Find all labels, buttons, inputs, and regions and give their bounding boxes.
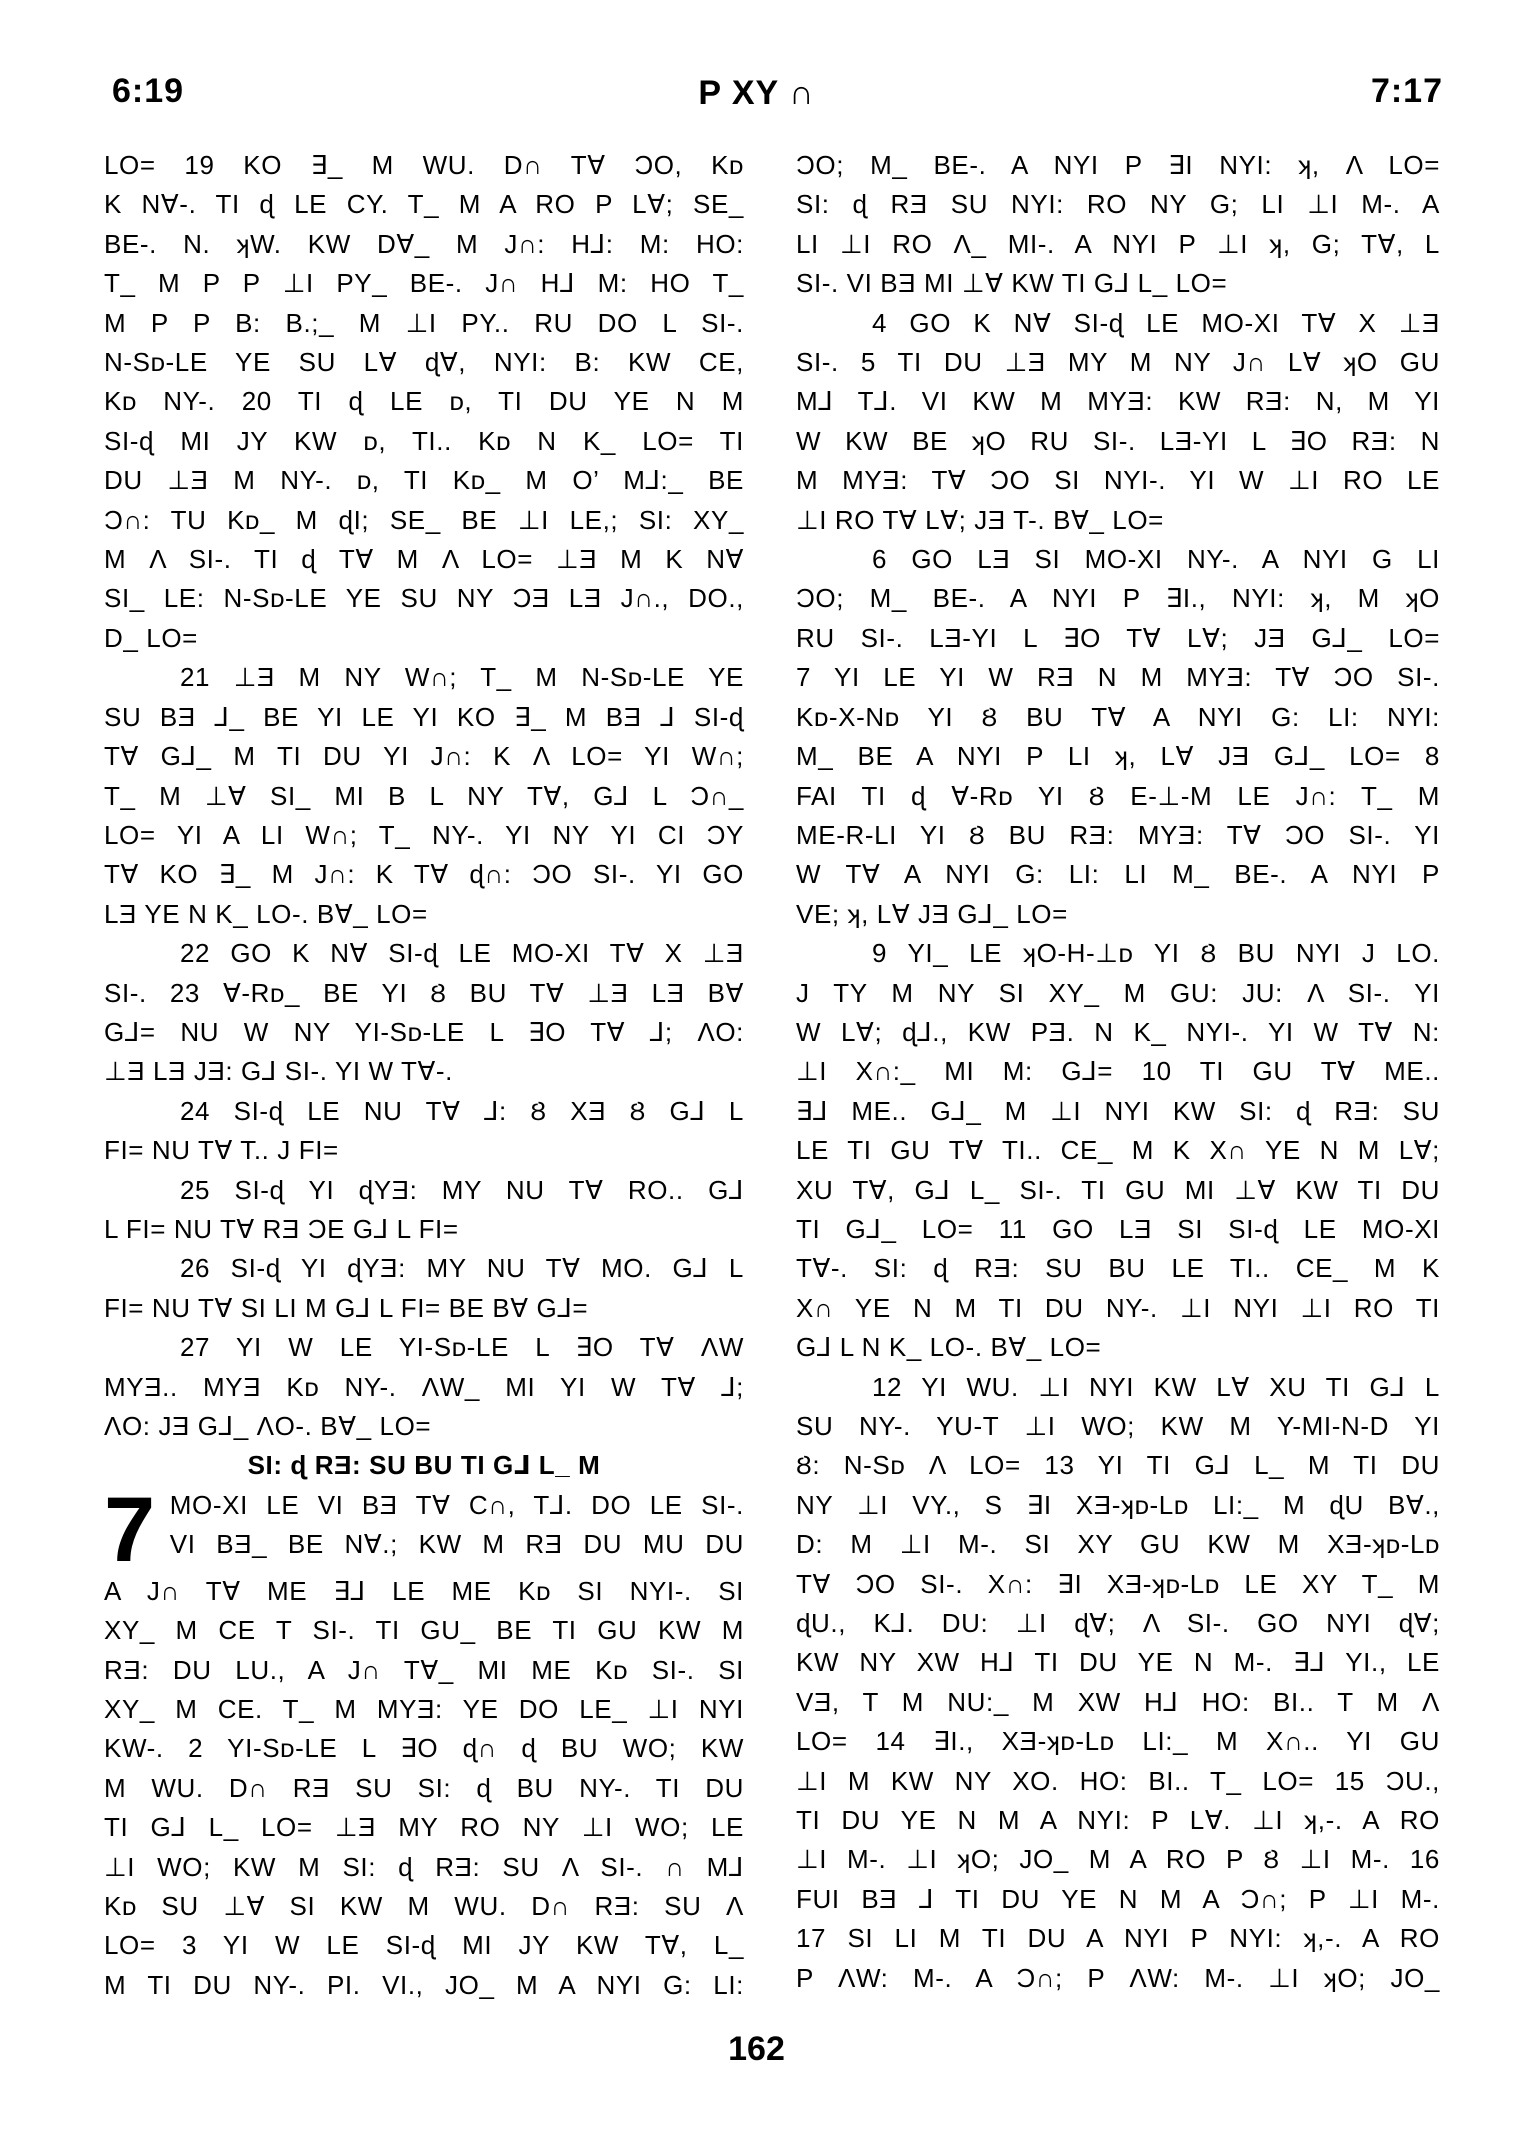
paragraph-verse-26 (104, 1249, 744, 1328)
text-line: ME-R-LI YI Ȣ BU RƎ: MYƎ: T∀ ƆO SI-. YI (796, 819, 1440, 850)
text-line: 6 GO LƎ SI MO-XI NY-. A NYI G LI (872, 544, 1440, 575)
text-line: 25 SI-ɖ YI ɖYƎ: MY NU T∀ RO.. G⅃ (180, 1174, 744, 1205)
text-line: W T∀ A NYI G: LI: LI M_ BE-. A NYI P (796, 859, 1440, 890)
text-line: 9 YI_ LE ʞO-H-⊥ᴅ YI Ȣ BU NYI J LO. (872, 938, 1440, 969)
text-line: Kᴅ-X-Nᴅ YI Ȣ BU T∀ A NYI G: LI: NYI: (796, 701, 1440, 732)
header-left-reference: 6:19 (112, 72, 185, 110)
text-line: X∩ YE N M TI DU NY-. ⊥I NYI ⊥I RO TI (796, 1292, 1440, 1323)
text-line: KW NY XW H⅃ TI DU YE N M-. ∃⅃ YI., LE (796, 1647, 1440, 1678)
text-line: MO-XI LE VI BƎ T∀ C∩, T⅃. DO LE SI-. (169, 1489, 744, 1520)
text-line: ƆO; M_ BE-. A NYI P ∃I., NYI: ʞ, M ʞO (796, 583, 1440, 614)
text-line: ⊥I M KW NY XO. HO: BI.. T_ LO= 15 ƆU., (796, 1765, 1440, 1796)
text-line: Kᴅ NY-. 20 TI ɖ LE ᴅ, TI DU YE N M (104, 386, 744, 417)
paragraph-verse-19 (104, 146, 744, 658)
text-line: XU T∀, G⅃ L_ SI-. TI GU MI ⊥∀ KW TI DU (796, 1174, 1440, 1205)
paragraph-verse-25 (104, 1171, 744, 1250)
text-line: G⅃ L N K_ LO-. B∀_ LO= (796, 1332, 1102, 1363)
text-line: XY_ M CE. T_ M MYƎ: YE DO LE_ ⊥I NYI (104, 1694, 744, 1725)
text-line: XY_ M CE T SI-. TI GU_ BE TI GU KW M (104, 1615, 744, 1646)
text-line: ɖU., K⅃. DU: ⊥I ɖ∀; Λ SI-. GO NYI ɖ∀; (796, 1608, 1440, 1639)
text-line: LE TI GU T∀ TI.. CE_ M K X∩ YE N M L∀; (796, 1135, 1440, 1166)
text-line: M P P B: B.;_ M ⊥I PY.. RU DO L SI-. (104, 307, 744, 338)
text-line: P ΛW: M-. A Ɔ∩; P ΛW: M-. ⊥I ʞO; JO_ (796, 1962, 1440, 1993)
text-line: G⅃= NU W NY YI-Sᴅ-LE L ∃O T∀ ⅃; ΛO: (104, 1016, 744, 1047)
text-line: NY ⊥I VY., S ∃I XƎ-ʞᴅ-Lᴅ LI:_ M ɖU B∀., (796, 1489, 1440, 1520)
text-line: ⊥I X∩:_ MI M: G⅃= 10 TI GU T∀ ME.. (796, 1056, 1440, 1087)
paragraph-verse-27 (104, 1328, 744, 1446)
text-line: M MYƎ: T∀ ƆO SI NYI-. YI W ⊥I RO LE (796, 465, 1440, 496)
text-line: LO= 19 KO ∃_ M WU. D∩ T∀ ƆO, Kᴅ (104, 150, 744, 180)
text-line: SI-. 5 TI DU ⊥Ǝ MY M NY J∩ L∀ ʞO GU (796, 347, 1440, 378)
text-line: SU NY-. YU-T ⊥I WO; KW M Y-MI-N-D YI (796, 1411, 1440, 1441)
header-right-reference: 7:17 (1370, 72, 1443, 110)
chapter-opening-lines (104, 1486, 744, 1565)
left-column (104, 146, 744, 2005)
chapter-heading: SI: ɖ RƎ: SU BU TI G⅃ L_ M (247, 1450, 601, 1481)
text-line: ƆO; M_ BE-. A NYI P ∃I NYI: ʞ, Λ LO= (796, 150, 1440, 180)
text-line: 21 ⊥Ǝ M NY W∩; T_ M N-Sᴅ-LE YE (180, 662, 744, 693)
text-line: W L∀; ɖ⅃., KW PƎ. N K_ NYI-. YI W T∀ N: (796, 1016, 1440, 1047)
text-line: SI: ɖ RƎ SU NYI: RO NY G; LI ⊥I M-. A (796, 189, 1440, 220)
text-line: FAI TI ɖ ∀-Rᴅ YI Ȣ E-⊥-M LE J∩: T_ M (796, 780, 1440, 811)
text-line: LO= YI A LI W∩; T_ NY-. YI NY YI CI ƆY (104, 819, 744, 850)
text-line: LO= 14 ∃I., XƎ-ʞᴅ-Lᴅ LI:_ M X∩.. YI GU (796, 1726, 1440, 1757)
text-line: D: M ⊥I M-. SI XY GU KW M XƎ-ʞᴅ-Lᴅ (796, 1529, 1440, 1560)
text-line: TI G⅃_ LO= 11 GO LƎ SI SI-ɖ LE MO-XI (796, 1213, 1440, 1244)
text-line: LO= 3 YI W LE SI-ɖ MI JY KW T∀, L_ (104, 1930, 744, 1961)
text-line: DU ⊥Ǝ M NY-. ᴅ, TI Kᴅ_ M O’ M⅃:_ BE (104, 465, 744, 496)
text-line: Ɔ∩: TU Kᴅ_ M ɖI; SE_ BE ⊥I LE,; SI: XY_ (104, 504, 744, 535)
text-line: K N∀-. TI ɖ LE CY. T_ M A RO P L∀; SE_ (104, 189, 744, 220)
text-line: VƎ, T M NU:_ M XW H⅃ HO: BI.. T M Λ (796, 1686, 1440, 1717)
text-line: FI= NU T∀ SI LI M G⅃ L FI= BE B∀ G⅃= (104, 1292, 589, 1323)
text-line: ΛO: JƎ G⅃_ ΛO-. B∀_ LO= (104, 1411, 432, 1441)
text-line: M TI DU NY-. PI. VI., JO_ M A NYI G: LI: (104, 1969, 744, 2000)
paragraph-verse-21 (104, 658, 744, 934)
text-line: LƎ YE N K_ LO-. B∀_ LO= (104, 898, 428, 929)
text-line: BE-. N. ʞW. KW D∀_ M J∩: H⅃: M: HO: (104, 228, 744, 259)
text-line: RU SI-. LƎ-YI L ∃O T∀ L∀; JƎ G⅃_ LO= (796, 622, 1440, 653)
text-line: SI_ LE: N-Sᴅ-LE YE SU NY ƆƎ LƎ J∩., DO., (104, 583, 744, 614)
text-line: J TY M NY SI XY_ M GU: JU: Λ SI-. YI (796, 977, 1440, 1008)
paragraph-verse-22 (104, 934, 744, 1092)
paragraph-verse-6 (796, 540, 1440, 934)
text-line: T∀ ƆO SI-. X∩: ∃I XƎ-ʞᴅ-Lᴅ LE XY T_ M (796, 1568, 1440, 1599)
text-line: W KW BE ʞO RU SI-. LƎ-YI L ∃O RƎ: N (796, 425, 1440, 456)
text-line: MYƎ.. MYƎ Kᴅ NY-. ΛW_ MI YI W T∀ ⅃; (104, 1371, 744, 1402)
text-line: LI ⊥I RO Λ_ MI-. A NYI P ⊥I ʞ, G; T∀, L (796, 228, 1440, 259)
chapter-body (104, 1572, 744, 2005)
text-line: M⅃ T⅃. VI KW M MYƎ: KW RƎ: N, M YI (796, 386, 1440, 417)
text-line: SI-. 23 ∀-Rᴅ_ BE YI Ȣ BU T∀ ⊥Ǝ LƎ B∀ (104, 977, 744, 1008)
text-line: M_ BE A NYI P LI ʞ, L∀ JƎ G⅃_ LO= 8 (796, 741, 1440, 772)
text-line: VE; ʞ, L∀ JƎ G⅃_ LO= (796, 898, 1068, 929)
page-number: 162 (728, 2030, 785, 2068)
text-line: M WU. D∩ RƎ SU SI: ɖ BU NY-. TI DU (104, 1772, 744, 1803)
text-line: SI-ɖ MI JY KW ᴅ, TI.. Kᴅ N K_ LO= TI (104, 425, 744, 456)
text-line: M Λ SI-. TI ɖ T∀ M Λ LO= ⊥Ǝ M K N∀ (104, 544, 744, 575)
page-title: P XY ∩ (698, 74, 815, 112)
text-line: Kᴅ SU ⊥∀ SI KW M WU. D∩ RƎ: SU Λ (104, 1891, 744, 1922)
text-line: T_ M ⊥∀ SI_ MI B L NY T∀, G⅃ L Ɔ∩_ (104, 780, 744, 811)
text-line: KW-. 2 YI-Sᴅ-LE L ∃O ɖ∩ ɖ BU WO; KW (104, 1733, 744, 1764)
right-column (796, 146, 1440, 1998)
text-line: 27 YI W LE YI-Sᴅ-LE L ∃O T∀ ΛW (180, 1332, 744, 1363)
paragraph-verse-9 (796, 934, 1440, 1367)
text-line: N-Sᴅ-LE YE SU L∀ ɖ∀, NYI: B: KW CE, (104, 347, 744, 378)
text-line: ⊥I WO; KW M SI: ɖ RƎ: SU Λ SI-. ∩ M⅃ (104, 1851, 744, 1882)
text-line: T∀ KO ∃_ M J∩: K T∀ ɖ∩: ƆO SI-. YI GO (104, 859, 744, 890)
text-line: ⊥I RO T∀ L∀; JƎ T-. B∀_ LO= (796, 504, 1164, 535)
text-line: FUI BƎ ⅃ TI DU YE N M A Ɔ∩; P ⊥I M-. (796, 1883, 1440, 1914)
text-line: 26 SI-ɖ YI ɖYƎ: MY NU T∀ MO. G⅃ L (180, 1253, 744, 1284)
text-line: SU BƎ ⅃_ BE YI LE YI KO ∃_ M BƎ ⅃ SI-ɖ (104, 701, 744, 732)
text-line: VI BƎ_ BE N∀.; KW M RƎ DU MU DU (169, 1529, 744, 1560)
chapter-start (104, 1478, 744, 1581)
text-line: SI-. VI BƎ MI ⊥∀ KW TI G⅃ L_ LO= (796, 268, 1228, 299)
text-line: L FI= NU T∀ RƎ ƆE G⅃ L FI= (104, 1213, 459, 1244)
text-line: T_ M P P ⊥I PY_ BE-. J∩ H⅃ M: HO T_ (104, 268, 744, 299)
text-line: FI= NU T∀ T.. J FI= (104, 1135, 339, 1166)
paragraph-verse-12 (796, 1368, 1440, 1999)
text-line: ∃⅃ ME.. G⅃_ M ⊥I NYI KW SI: ɖ RƎ: SU (796, 1095, 1440, 1126)
text-line: 4 GO K N∀ SI-ɖ LE MO-XI T∀ X ⊥Ǝ (872, 307, 1440, 338)
text-line: T∀ G⅃_ M TI DU YI J∩: K Λ LO= YI W∩; (104, 741, 744, 772)
text-line: TI G⅃ L_ LO= ⊥Ǝ MY RO NY ⊥I WO; LE (104, 1812, 744, 1843)
paragraph-verse-24 (104, 1092, 744, 1171)
paragraph-verse-4 (796, 304, 1440, 540)
chapter-number: 7 (104, 1478, 156, 1581)
text-line: 12 YI WU. ⊥I NYI KW L∀ XU TI G⅃ L (872, 1371, 1440, 1402)
text-line: T∀-. SI: ɖ RƎ: SU BU LE TI.. CE_ M K (796, 1253, 1440, 1284)
text-line: D_ LO= (104, 622, 198, 653)
text-line: TI DU YE N M A NYI: P L∀. ⊥I ʞ,-. A RO (796, 1805, 1440, 1836)
text-line: Ȣ: N-Sᴅ Λ LO= 13 YI TI G⅃ L_ M TI DU (796, 1450, 1440, 1481)
text-line: A J∩ T∀ ME ∃⅃ LE ME Kᴅ SI NYI-. SI (104, 1575, 744, 1606)
text-line: ⊥Ǝ LƎ JƎ: G⅃ SI-. YI W T∀-. (104, 1056, 453, 1087)
paragraph-continuation (796, 146, 1440, 304)
text-line: 17 SI LI M TI DU A NYI P NYI: ʞ,-. A RO (796, 1923, 1440, 1954)
text-line: RƎ: DU LU., A J∩ T∀_ MI ME Kᴅ SI-. SI (104, 1654, 744, 1685)
text-line: ⊥I M-. ⊥I ʞO; JO_ M A RO P Ȣ ⊥I M-. 16 (796, 1844, 1440, 1875)
text-line: 22 GO K N∀ SI-ɖ LE MO-XI T∀ X ⊥Ǝ (180, 938, 744, 969)
text-line: 7 YI LE YI W RƎ N M MYƎ: T∀ ƆO SI-. (796, 662, 1440, 693)
text-line: 24 SI-ɖ LE NU T∀ ⅃: Ȣ XƎ Ȣ G⅃ L (180, 1095, 744, 1126)
